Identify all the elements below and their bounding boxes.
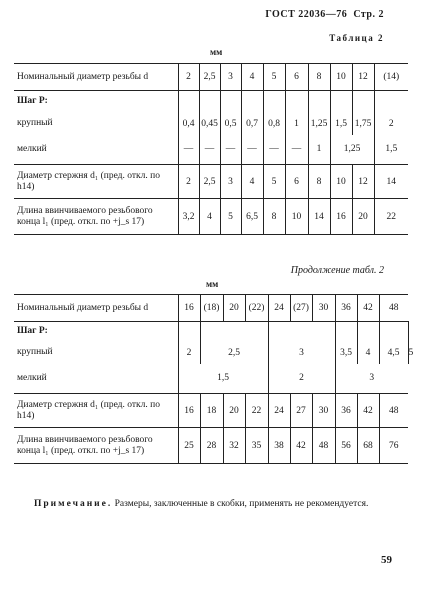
cell: (27) <box>290 295 312 322</box>
cell: 12 <box>352 64 374 91</box>
cell: 10 <box>330 64 352 91</box>
cell: 6,5 <box>241 199 263 235</box>
cell: 4 <box>199 199 220 235</box>
cell: 1,75 <box>352 113 374 135</box>
coarse-label: крупный <box>17 347 53 357</box>
cell: 36 <box>335 394 357 428</box>
cell: 30 <box>312 295 335 322</box>
cell: 42 <box>290 428 312 464</box>
cell: 2,5 <box>199 165 220 199</box>
cell: 3 <box>335 364 408 394</box>
table1-unit: мм <box>210 47 223 57</box>
cell: 20 <box>223 295 245 322</box>
cell: 1 <box>308 135 330 165</box>
diameter-label: Номинальный диаметр резьбы d <box>14 64 178 91</box>
cell: 42 <box>357 295 379 322</box>
cell: 4,5 <box>379 342 408 364</box>
cell: 0,7 <box>241 113 263 135</box>
length-label: Длина ввинчиваемого резьбового конца l₁ (пред. откл. по +j_s 17) <box>14 199 178 235</box>
cell: 14 <box>374 165 408 199</box>
page-label: Стр. 2 <box>353 9 384 20</box>
cell: — <box>178 135 199 165</box>
table2-caption: Продолжение табл. 2 <box>290 265 384 276</box>
cell: 25 <box>178 428 200 464</box>
cell: 56 <box>335 428 357 464</box>
table1-coarse-row <box>14 113 408 135</box>
cell: (18) <box>200 295 223 322</box>
table2-diameter-row <box>14 295 408 322</box>
cell: 1,25 <box>330 135 374 165</box>
table1-length-row <box>14 199 408 235</box>
cell: 24 <box>268 394 290 428</box>
table2-unit: мм <box>206 279 219 289</box>
cell: 48 <box>379 394 408 428</box>
cell: 4 <box>241 64 263 91</box>
cell: 5 <box>263 165 285 199</box>
fine-label: мелкий <box>17 143 47 154</box>
cell: 8 <box>263 199 285 235</box>
table2-pitch-row <box>14 322 408 342</box>
cell: 2 <box>374 113 408 135</box>
cell: 8 <box>308 165 330 199</box>
cell: 2 <box>178 165 199 199</box>
cell: 0,45 <box>199 113 220 135</box>
cell: 22 <box>245 394 268 428</box>
cell: — <box>285 135 308 165</box>
cell: 24 <box>268 295 290 322</box>
page-number: 59 <box>381 554 392 566</box>
table2-fine-row <box>14 364 408 394</box>
cell: 16 <box>178 295 200 322</box>
cell: 1 <box>285 113 308 135</box>
table2-rod-row <box>14 394 408 428</box>
cell: 3,2 <box>178 199 199 235</box>
cell: 30 <box>312 394 335 428</box>
cell: (14) <box>374 64 408 91</box>
cell: 27 <box>290 394 312 428</box>
cell: 1,5 <box>330 113 352 135</box>
cell: 38 <box>268 428 290 464</box>
fine-label: мелкий <box>17 372 47 383</box>
pitch-label: Шаг P: <box>17 96 48 107</box>
cell: 76 <box>379 428 408 464</box>
table1-caption: Таблица 2 <box>329 33 384 43</box>
cell: 1,5 <box>374 135 408 165</box>
cell: 6 <box>285 64 308 91</box>
cell: 0,4 <box>178 113 199 135</box>
pitch-label: Шаг P: <box>17 326 48 337</box>
cell: 32 <box>223 428 245 464</box>
diameter-label: Номинальный диаметр резьбы d <box>14 295 178 322</box>
cell: 5 <box>220 199 241 235</box>
cell: 2 <box>268 364 335 394</box>
cell: 2,5 <box>200 342 268 364</box>
note-title: Примечание. <box>34 499 113 509</box>
cell: 42 <box>357 394 379 428</box>
cell: (22) <box>245 295 268 322</box>
cell: 48 <box>379 295 408 322</box>
cell: — <box>241 135 263 165</box>
cell: 3,5 <box>335 342 357 364</box>
cell: 68 <box>357 428 379 464</box>
note-text: Размеры, заключенные в скобки, применять не рекомендуется. <box>114 499 369 509</box>
cell: 1,25 <box>308 113 330 135</box>
cell: 20 <box>352 199 374 235</box>
cell: 48 <box>312 428 335 464</box>
cell: 10 <box>330 165 352 199</box>
table2-coarse-row: крупный 2 2,5 3 3,5 4 4,5 5 <box>14 342 408 364</box>
cell: — <box>263 135 285 165</box>
cell: 3 <box>220 165 241 199</box>
cell: 36 <box>335 295 357 322</box>
cell: 4 <box>241 165 263 199</box>
footnote <box>34 498 388 510</box>
table1-rod-row <box>14 165 408 199</box>
cell: 1,5 <box>178 364 268 394</box>
coarse-label: крупный <box>17 118 53 128</box>
cell: 14 <box>308 199 330 235</box>
page-header <box>265 9 384 20</box>
cell: 0,5 <box>220 113 241 135</box>
cell: 2 <box>178 64 199 91</box>
cell: 2 <box>178 342 200 364</box>
cell: — <box>199 135 220 165</box>
table1-diameter-row <box>14 64 408 91</box>
cell: 2,5 <box>199 64 220 91</box>
rod-label: Диаметр стержня d₁ (пред. откл. по h14) <box>14 394 178 428</box>
cell: 16 <box>330 199 352 235</box>
standard-number: ГОСТ 22036—76 <box>265 9 348 20</box>
table1-pitch-row <box>14 91 408 113</box>
cell: 16 <box>178 394 200 428</box>
cell: 6 <box>285 165 308 199</box>
cell: 22 <box>374 199 408 235</box>
cell: — <box>220 135 241 165</box>
cell: 8 <box>308 64 330 91</box>
cell: 10 <box>285 199 308 235</box>
table1 <box>14 63 408 235</box>
cell: 18 <box>200 394 223 428</box>
rod-label: Диаметр стержня d₁ (пред. откл. по h14) <box>14 165 178 199</box>
table2 <box>14 294 414 464</box>
cell: 5 <box>263 64 285 91</box>
cell: 12 <box>352 165 374 199</box>
cell: 0,8 <box>263 113 285 135</box>
cell: 35 <box>245 428 268 464</box>
cell: 3 <box>220 64 241 91</box>
length-label: Длина ввинчиваемого резьбового конца l₁ (пред. откл. по +j_s 17) <box>14 428 178 464</box>
table1-fine-row <box>14 135 408 165</box>
cell: 28 <box>200 428 223 464</box>
table2-length-row <box>14 428 408 464</box>
cell: 20 <box>223 394 245 428</box>
cell: 3 <box>268 342 335 364</box>
cell: 4 <box>357 342 379 364</box>
